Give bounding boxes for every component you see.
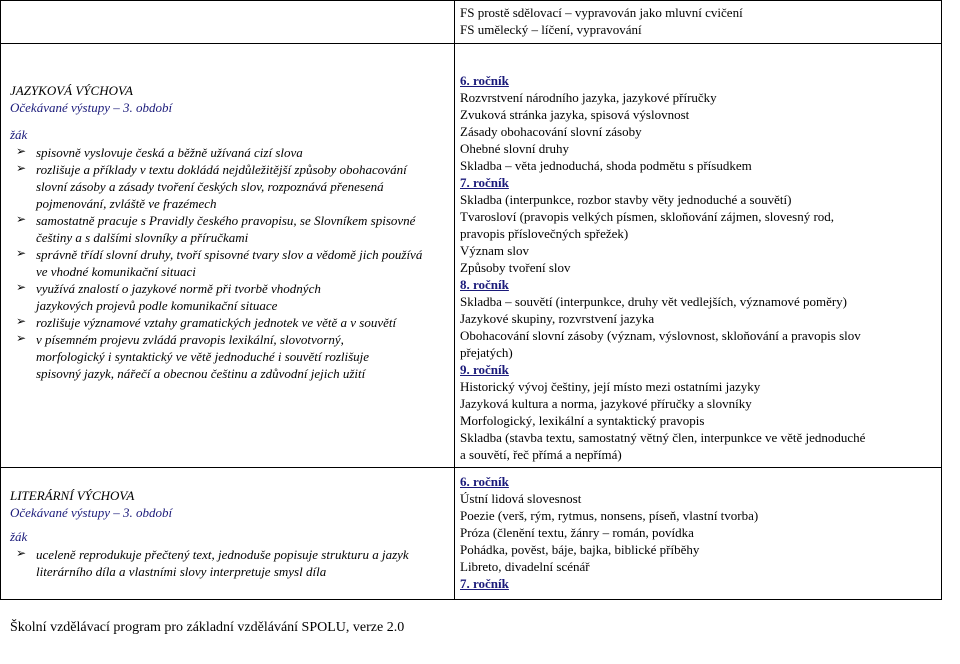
curriculum-item: Jazykové skupiny, rozvrstvení jazyka (460, 311, 655, 326)
jazykova-curriculum (460, 72, 940, 463)
literarni-heading: LITERÁRNÍ VÝCHOVA (10, 488, 135, 503)
curriculum-item: Ohebné slovní druhy (460, 141, 570, 156)
curriculum-item: Skladba (stavba textu, samostatný větný člen, interpunkce ve větě jednoduché (460, 430, 866, 445)
curriculum-item: Skladba (interpunkce, rozbor stavby věty jednoduché a souvětí) (460, 192, 792, 207)
curriculum-item: Historický vývoj češtiny, její místo mezi ostatními jazyky (460, 379, 761, 394)
bullet-item: ➢ spisovně vyslovuje česká a běžně užívaná cizí slova (16, 144, 303, 160)
jazykova-zak: žák (10, 127, 28, 142)
bullet-item: ➢ uceleně reprodukuje přečtený text, jednoduše popisuje strukturu a jazyk literárního díla a vlastními slovy interpretuje smysl díla (16, 546, 409, 579)
curriculum-item: Skladba – věta jednoduchá, shoda podmětu s přísudkem (460, 158, 752, 173)
row-divider-1 (0, 43, 942, 44)
table-bottom-border (0, 599, 942, 600)
curriculum-item: Zásady obohacování slovní zásoby (460, 124, 642, 139)
jazykova-bullet-list (16, 144, 436, 382)
curriculum-item: přejatých) (460, 345, 513, 360)
grade-heading: 8. ročník (460, 277, 509, 292)
row-divider-2 (0, 467, 942, 468)
curriculum-item: Jazyková kultura a norma, jazykové příručky a slovníky (460, 396, 752, 411)
arrowhead-bullet-icon: ➢ (16, 280, 27, 294)
arrowhead-bullet-icon: ➢ (16, 161, 27, 175)
literarni-expected: Očekávané výstupy – 3. období (10, 505, 173, 520)
curriculum-item: Ústní lidová slovesnost (460, 491, 582, 506)
curriculum-item: Skladba – souvětí (interpunkce, druhy vět vedlejších, významové poměry) (460, 294, 848, 309)
grade-heading: 9. ročník (460, 362, 509, 377)
arrowhead-bullet-icon: ➢ (16, 546, 27, 560)
arrowhead-bullet-icon: ➢ (16, 144, 27, 158)
curriculum-item: Libreto, divadelní scénář (460, 559, 590, 574)
jazykova-heading: JAZYKOVÁ VÝCHOVA (10, 83, 133, 98)
literarni-bullet-list (16, 546, 441, 580)
bullet-item: ➢ využívá znalostí o jazykové normě při tvorbě vhodných jazykových projevů podle komunikační situace (16, 280, 321, 313)
bullet-item: ➢ samostatně pracuje s Pravidly českého pravopisu, se Slovníkem spisovné češtiny a s dalšími slovníky a příručkami (16, 212, 416, 245)
column-divider (454, 0, 455, 600)
curriculum-item: Způsoby tvoření slov (460, 260, 571, 275)
curriculum-item: pravopis příslovečných spřežek) (460, 226, 629, 241)
curriculum-item: Próza (členění textu, žánry – román, povídka (460, 525, 694, 540)
bullet-item: ➢ v písemném projevu zvládá pravopis lexikální, slovotvorný, morfologický i syntaktický ve větě jednoduché i souvětí rozlišuje spisovný jazyk, nářečí a obecnou češtinu a zdůvodní jejich užití (16, 331, 370, 381)
grade-heading: 7. ročník (460, 175, 509, 190)
curriculum-item: Obohacování slovní zásoby (význam, výslovnost, skloňování a pravopis slov (460, 328, 861, 343)
curriculum-item: Rozvrstvení národního jazyka, jazykové příručky (460, 90, 717, 105)
arrowhead-bullet-icon: ➢ (16, 331, 27, 345)
grade-heading: 6. ročník (460, 474, 509, 489)
curriculum-item: Tvarosloví (pravopis velkých písmen, skloňování zájmen, slovesný rod, (460, 209, 835, 224)
arrowhead-bullet-icon: ➢ (16, 314, 27, 328)
literarni-curriculum (460, 473, 940, 592)
curriculum-item: Pohádka, pověst, báje, bajka, biblické příběhy (460, 542, 700, 557)
table-top-border (0, 0, 942, 1)
arrowhead-bullet-icon: ➢ (16, 212, 27, 226)
table-right-border (941, 0, 942, 600)
grade-heading: 7. ročník (460, 576, 509, 591)
arrowhead-bullet-icon: ➢ (16, 246, 27, 260)
grade-heading: 6. ročník (460, 73, 509, 88)
literarni-zak: žák (10, 529, 28, 544)
bullet-item: ➢ správně třídí slovní druhy, tvoří spisovné tvary slov a vědomě jich používá ve vhodné komunikační situaci (16, 246, 423, 279)
curriculum-item: Poezie (verš, rým, rytmus, nonsens, píseň, vlastní tvorba) (460, 508, 759, 523)
top-right-line-2: FS umělecký – líčení, vypravování (460, 22, 642, 37)
table-left-border (0, 0, 1, 600)
footer: Školní vzdělávací program pro základní vzdělávání SPOLU, verze 2.0 (10, 620, 405, 635)
top-right-line-1: FS prostě sdělovací – vypravován jako mluvní cvičení (460, 5, 743, 20)
curriculum-item: Význam slov (460, 243, 529, 258)
curriculum-item: a souvětí, řeč přímá a nepřímá) (460, 447, 622, 462)
curriculum-item: Morfologický, lexikální a syntaktický pravopis (460, 413, 705, 428)
bullet-item: ➢ rozlišuje a příklady v textu dokládá nejdůležitější způsoby obohacování slovní zásoby a zásady tvoření českých slov, rozpoznává přenesená pojmenování, zvláště ve frazémech (16, 161, 407, 211)
curriculum-item: Zvuková stránka jazyka, spisová výslovnost (460, 107, 690, 122)
jazykova-expected: Očekávané výstupy – 3. období (10, 100, 173, 115)
bullet-item: ➢ rozlišuje významové vztahy gramatických jednotek ve větě a v souvětí (16, 314, 397, 330)
